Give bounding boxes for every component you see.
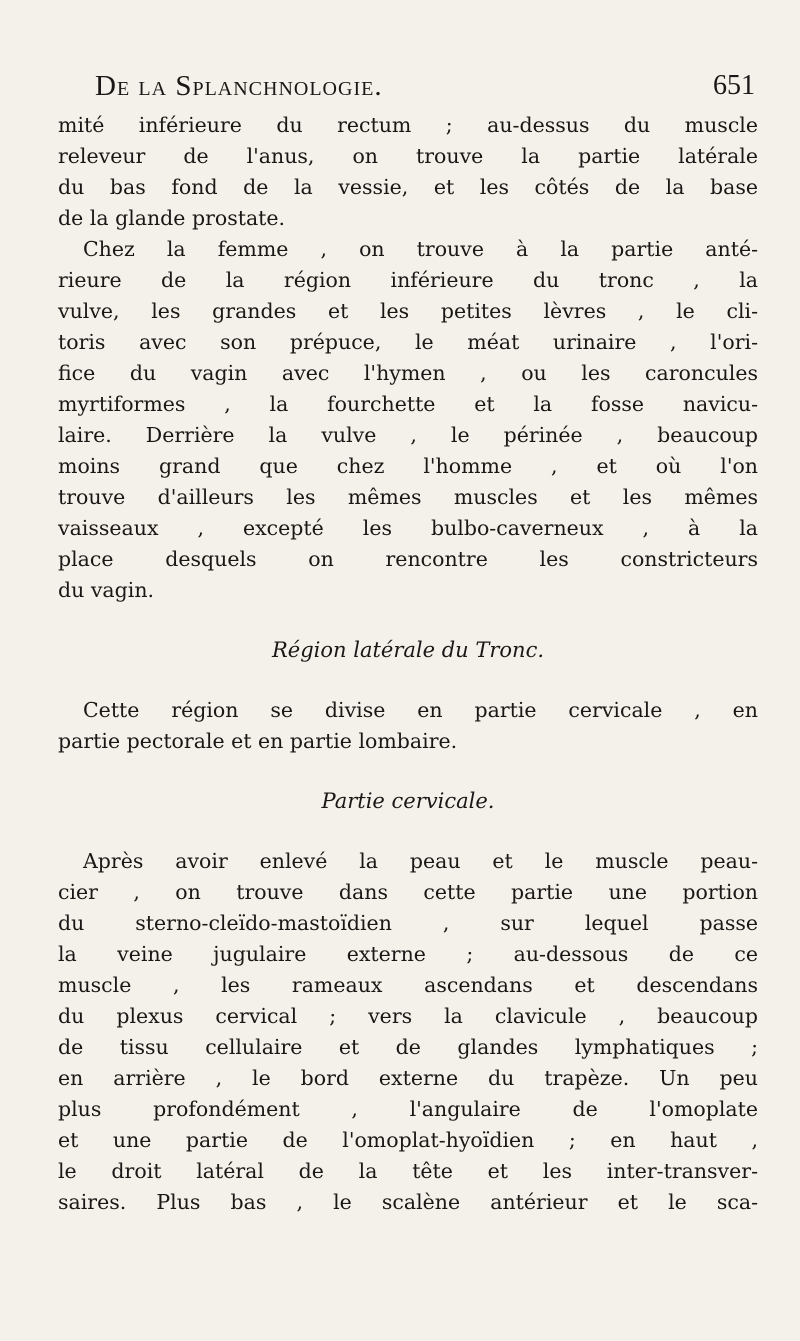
text-line: partie pectorale et en partie lombaire.: [58, 729, 458, 753]
text-line: du bas fond de la vessie, et les côtés de la base: [58, 175, 758, 199]
text-line: place desquels on rencontre les constricteurs: [58, 547, 758, 571]
text-line: vulve, les grandes et les petites lèvres , le cli-: [58, 299, 758, 323]
text-line: de tissu cellulaire et de glandes lymphatiques ;: [58, 1035, 758, 1059]
text-line: toris avec son prépuce, le méat urinaire , l'ori-: [58, 330, 758, 354]
section-heading: Région latérale du Tronc.: [271, 638, 544, 662]
text-line: myrtiformes , la fourchette et la fosse navicu-: [58, 392, 758, 416]
page-number: 651: [713, 70, 755, 101]
text-line: la veine jugulaire externe ; au-dessous de ce: [58, 942, 758, 966]
paragraph-continuation: [58, 110, 758, 234]
text-line: mité inférieure du rectum ; au-dessus du muscle: [58, 113, 758, 137]
page-header: [95, 70, 755, 110]
text-line: Cette région se divise en partie cervicale , en: [83, 698, 758, 722]
paragraph-femme: [58, 234, 758, 606]
text-line: plus profondément , l'angulaire de l'omoplate: [58, 1097, 758, 1121]
text-line: laire. Derrière la vulve , le périnée , beaucoup: [58, 423, 758, 447]
paragraph-region-laterale: [58, 695, 758, 757]
text-line: releveur de l'anus, on trouve la partie latérale: [58, 144, 758, 168]
text-line: du plexus cervical ; vers la clavicule , beaucoup: [58, 1004, 758, 1028]
body-text: [58, 110, 758, 1218]
text-line: rieure de la région inférieure du tronc , la: [58, 268, 758, 292]
text-line: fice du vagin avec l'hymen , ou les caroncules: [58, 361, 758, 385]
text-line: saires. Plus bas , le scalène antérieur et le sca-: [58, 1190, 758, 1214]
text-line: vaisseaux , excepté les bulbo-caverneux , à la: [58, 516, 758, 540]
subsection-heading: Partie cervicale.: [321, 789, 495, 813]
text-line: du sterno-cleïdo-mastoïdien , sur lequel passe: [58, 911, 758, 935]
text-line: moins grand que chez l'homme , et où l'on: [58, 454, 758, 478]
text-line: en arrière , le bord externe du trapèze. Un peu: [58, 1066, 758, 1090]
text-line: cier , on trouve dans cette partie une portion: [58, 880, 758, 904]
text-line: le droit latéral de la tête et les inter-transver-: [58, 1159, 758, 1183]
text-line: trouve d'ailleurs les mêmes muscles et les mêmes: [58, 485, 758, 509]
text-line: de la glande prostate.: [58, 206, 286, 230]
text-line: du vagin.: [58, 578, 155, 602]
text-line: Chez la femme , on trouve à la partie anté-: [83, 237, 758, 261]
text-line: Après avoir enlevé la peau et le muscle peau-: [83, 849, 758, 873]
text-line: muscle , les rameaux ascendans et descendans: [58, 973, 758, 997]
text-line: et une partie de l'omoplat-hyoïdien ; en haut ,: [58, 1128, 758, 1152]
paragraph-partie-cervicale: [58, 846, 758, 1218]
running-title: De la Splanchnologie.: [95, 70, 383, 102]
